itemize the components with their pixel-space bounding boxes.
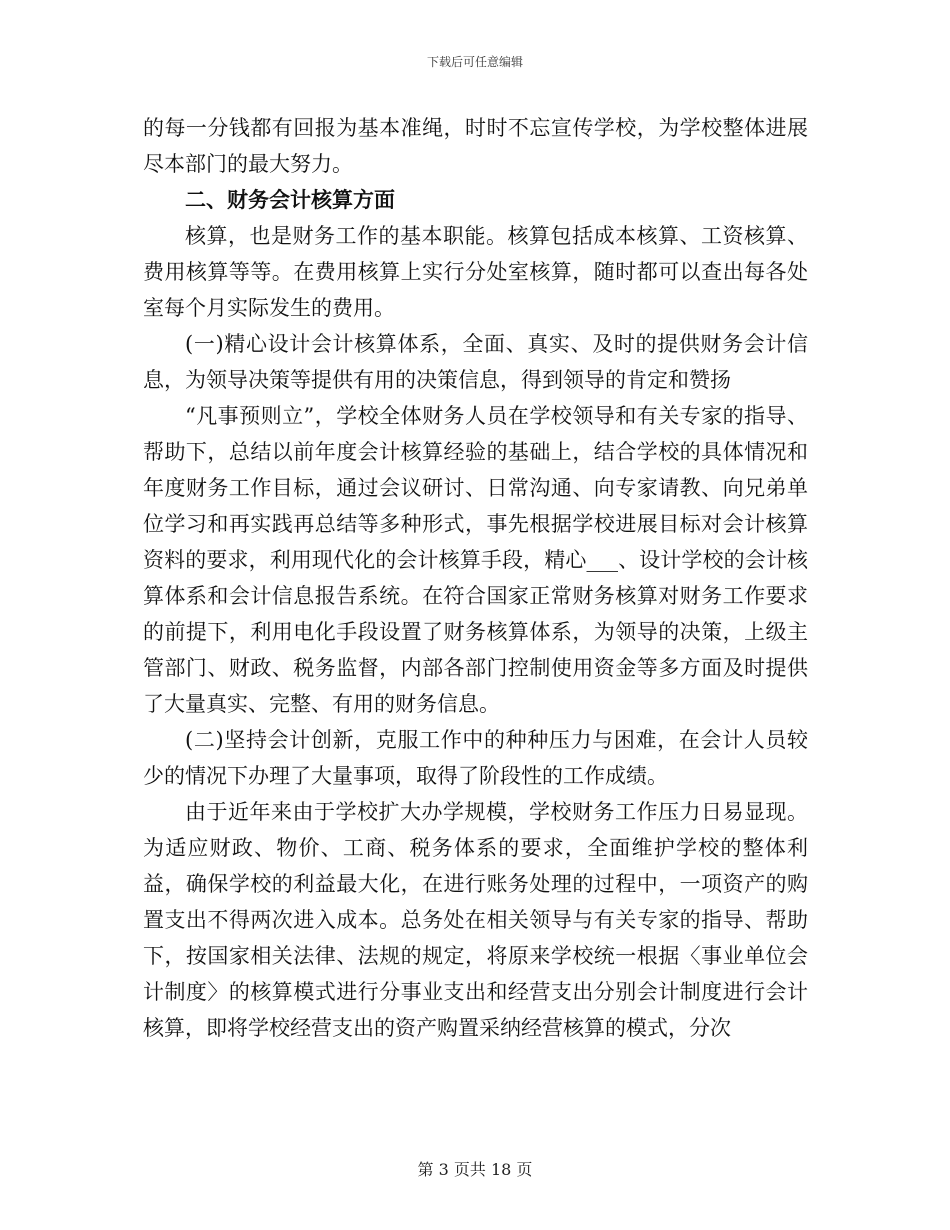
paragraph: (一)精心设计会计核算体系，全面、真实、及时的提供财务会计信息，为领导决策等提供有用的决策信息，得到领导的肯定和赞扬 <box>143 332 808 392</box>
paragraph: 由于近年来由于学校扩大办学规模，学校财务工作压力日易显现。为适应财政、物价、工商、税务体系的要求，全面维护学校的整体利益，确保学校的利益最大化，在进行账务处理的过程中，一项资产的购置支出不得两次进入成本。总务处在相关领导与有关专家的指导、帮助下，按国家相关法律、法规的规定，将原来学校统一根据〈事业单位会计制度〉的核算模式进行分事业支出和经营支出分别会计制度进行会计核算，即将学校经营支出的资产购置采纳经营核算的模式，分次 <box>143 800 808 1040</box>
page-header: 下载后可任意编辑 <box>426 55 523 69</box>
section-heading: 二、财务会计核算方面 <box>185 187 395 212</box>
paragraph: “凡事预则立”，学校全体财务人员在学校领导和有关专家的指导、帮助下，总结以前年度会计核算经验的基础上，结合学校的具体情况和年度财务工作目标，通过会议研讨、日常沟通、向专家请教、向兄弟单位学习和再实践再总结等多种形式，事先根据学校进展目标对会计核算资料的要求，利用现代化的会计核算手段，精心___、设计学校的会计核算体系和会计信息报告系统。在符合国家正常财务核算对财务工作要求的前提下，利用电化手段设置了财务核算体系，为领导的决策，上级主管部门、财政、税务监督，内部各部门控制使用资金等多方面及时提供了大量真实、完整、有用的财务信息。 <box>143 404 808 716</box>
paragraph: 核算，也是财务工作的基本职能。核算包括成本核算、工资核算、费用核算等等。在费用核算上实行分处室核算，随时都可以查出每各处室每个月实际发生的费用。 <box>143 224 808 320</box>
paragraph: (二)坚持会计创新，克服工作中的种种压力与困难，在会计人员较少的情况下办理了大量事项，取得了阶段性的工作成绩。 <box>143 728 808 788</box>
paragraph-continuation: 的每一分钱都有回报为基本准绳，时时不忘宣传学校，为学校整体进展尽本部门的最大努力。 <box>143 116 808 176</box>
document-body <box>143 110 808 1046</box>
page-number: 第 3 页共 18 页 <box>417 1160 533 1179</box>
